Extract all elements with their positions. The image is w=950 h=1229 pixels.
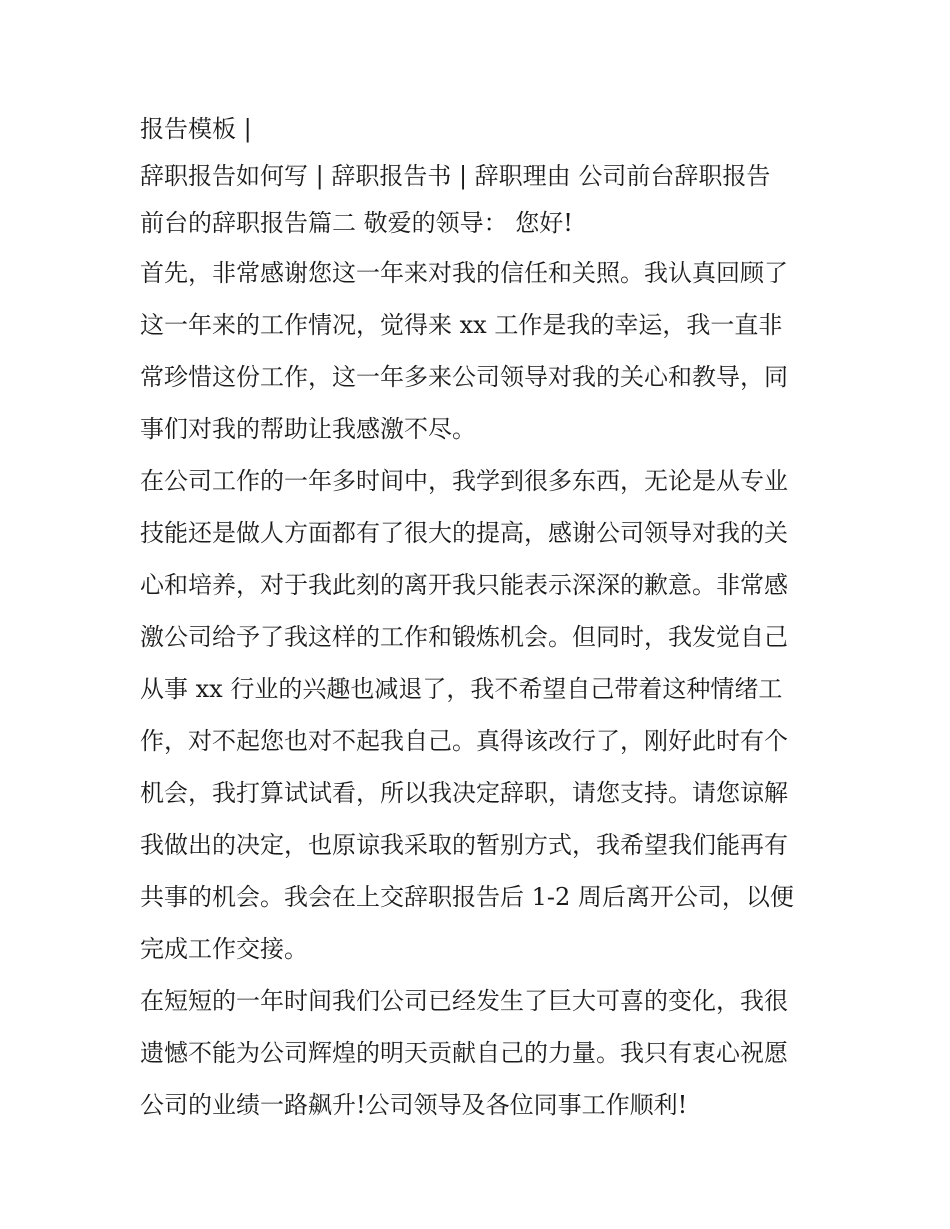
header-line-1: 报告模板 |	[140, 115, 252, 143]
body-line-16: 遗憾不能为公司辉煌的明天贡献自己的力量。我只有衷心祝愿	[140, 1039, 788, 1067]
body-line-10: 作，对不起您也对不起我自己。真得该改行了，刚好此时有个	[140, 727, 788, 755]
body-line-14: 完成工作交接。	[140, 935, 308, 963]
body-line-7: 心和培养，对于我此刻的离开我只能表示深深的歉意。非常感	[140, 571, 788, 599]
body-line-11: 机会，我打算试试看，所以我决定辞职，请您支持。请您谅解	[140, 779, 788, 807]
body-line-12: 我做出的决定，也原谅我采取的暂别方式，我希望我们能再有	[140, 831, 788, 859]
header-line-2: 辞职报告如何写 | 辞职报告书 | 辞职理由 公司前台辞职报告	[140, 162, 771, 190]
body-line-15: 在短短的一年时间我们公司已经发生了巨大可喜的变化，我很	[140, 987, 788, 1015]
body-line-4: 事们对我的帮助让我感激不尽。	[140, 415, 476, 443]
body-line-8: 激公司给予了我这样的工作和锻炼机会。但同时，我发觉自己	[140, 623, 788, 651]
body-line-1: 首先，非常感谢您这一年来对我的信任和关照。我认真回顾了	[140, 259, 788, 287]
header-line-3: 前台的辞职报告篇二 敬爱的领导： 您好!	[140, 209, 573, 237]
body-line-3: 常珍惜这份工作，这一年多来公司领导对我的关心和教导，同	[140, 363, 788, 391]
body-line-5: 在公司工作的一年多时间中，我学到很多东西，无论是从专业	[140, 467, 788, 495]
body-line-2: 这一年来的工作情况，觉得来 xx 工作是我的幸运，我一直非	[140, 311, 783, 339]
document-text	[140, 106, 820, 1131]
body-line-17: 公司的业绩一路飙升!公司领导及各位同事工作顺利!	[140, 1091, 688, 1119]
body-line-13: 共事的机会。我会在上交辞职报告后 1-2 周后离开公司，以便	[140, 883, 794, 911]
body-line-6: 技能还是做人方面都有了很大的提高，感谢公司领导对我的关	[140, 519, 788, 547]
body-line-9: 从事 xx 行业的兴趣也减退了，我不希望自己带着这种情绪工	[140, 675, 783, 703]
